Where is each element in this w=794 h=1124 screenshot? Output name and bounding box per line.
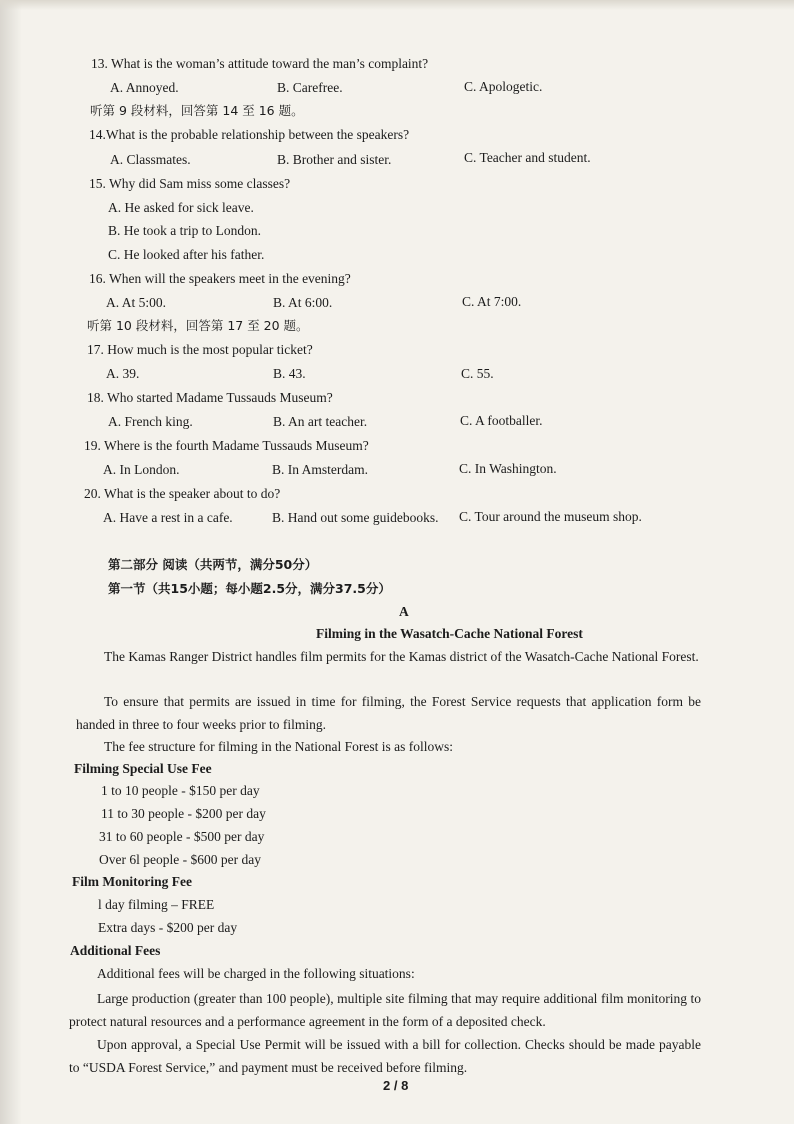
question-15-stem: 15. Why did Sam miss some classes? [89,176,291,191]
passage-paragraph-3: The fee structure for filming in the National Forest is as follows: [104,739,454,754]
question-20-stem: 20. What is the speaker about to do? [84,486,281,501]
scan-edge-shadow [0,0,22,1124]
question-13-option-a: A. Annoyed. [110,80,179,95]
question-16-option-a: A. At 5:00. [106,295,167,310]
passage-paragraph-6: Upon approval, a Special Use Permit will be issued with a bill for collection. Checks should be made payable to “USDA Forest Service,” and payment must be received before filming. [69,1037,701,1075]
question-18-stem: 18. Who started Madame Tussauds Museum? [87,390,333,405]
question-13-option-b: B. Carefree. [277,80,343,95]
question-15-option-b: B. He took a trip to London. [108,223,261,238]
special-use-fee-item: 11 to 30 people - $200 per day [101,806,266,821]
passage-paragraph-4: Additional fees will be charged in the following situations: [97,966,415,981]
question-18-option-a: A. French king. [108,414,193,429]
additional-fees-heading: Additional Fees [70,943,161,958]
question-16-stem: 16. When will the speakers meet in the evening? [89,271,351,286]
question-15-option-c: C. He looked after his father. [108,247,265,262]
question-19-option-c: C. In Washington. [459,461,557,476]
question-20-option-a: A. Have a rest in a cafe. [103,510,233,525]
question-14-stem: 14.What is the probable relationship between the speakers? [89,127,410,142]
question-13-option-c: C. Apologetic. [464,79,543,94]
question-13-stem: 13. What is the woman’s attitude toward the man’s complaint? [91,56,429,71]
question-20-option-c: C. Tour around the museum shop. [459,509,642,524]
passage-letter: A [399,604,409,619]
question-18-option-b: B. An art teacher. [273,414,368,429]
passage-title: Filming in the Wasatch-Cache National Forest [316,626,583,641]
passage-paragraph-2: To ensure that permits are issued in time for filming, the Forest Service requests that application form be handed in three to four weeks prior to filming. [76,694,701,732]
question-16-option-b: B. At 6:00. [273,295,333,310]
question-19-stem: 19. Where is the fourth Madame Tussauds Museum? [84,438,369,453]
question-15-option-a: A. He asked for sick leave. [108,200,254,215]
question-14-option-a: A. Classmates. [110,152,191,167]
passage-paragraph-5: Large production (greater than 100 people), multiple site filming that may require additional film monitoring to protect natural resources and a performance agreement in the form of a deposited check. [69,991,701,1029]
instruction-section-9: 听第 9 段材料，回答第 14 至 16 题。 [90,103,304,118]
question-18-option-c: C. A footballer. [460,413,543,428]
question-19-option-b: B. In Amsterdam. [272,462,368,477]
page-number: 2 / 8 [383,1078,409,1093]
question-17-option-c: C. 55. [461,366,494,381]
monitoring-fee-heading: Film Monitoring Fee [72,874,192,889]
question-17-option-b: B. 43. [273,366,306,381]
special-use-fee-item: Over 6l people - $600 per day [99,852,261,867]
monitoring-fee-item: l day filming – FREE [98,897,215,912]
question-14-option-c: C. Teacher and student. [464,150,591,165]
instruction-section-10: 听第 10 段材料，回答第 17 至 20 题。 [87,318,309,333]
scan-top-band [0,0,794,10]
special-use-fee-item: 31 to 60 people - $500 per day [99,829,265,844]
special-use-fee-heading: Filming Special Use Fee [74,761,212,776]
part-two-heading: 第二部分 阅读（共两节，满分50分） [108,557,318,572]
monitoring-fee-item: Extra days - $200 per day [98,920,238,935]
question-16-option-c: C. At 7:00. [462,294,522,309]
question-19-option-a: A. In London. [103,462,180,477]
section-one-heading: 第一节（共15小题；每小题2.5分，满分37.5分） [108,581,391,596]
question-20-option-b: B. Hand out some guidebooks. [272,510,439,525]
question-14-option-b: B. Brother and sister. [277,152,392,167]
question-17-stem: 17. How much is the most popular ticket? [87,342,313,357]
passage-paragraph-1: The Kamas Ranger District handles film permits for the Kamas district of the Wasatch-Cache National Forest. [104,649,699,664]
question-17-option-a: A. 39. [106,366,140,381]
special-use-fee-item: 1 to 10 people - $150 per day [101,783,260,798]
